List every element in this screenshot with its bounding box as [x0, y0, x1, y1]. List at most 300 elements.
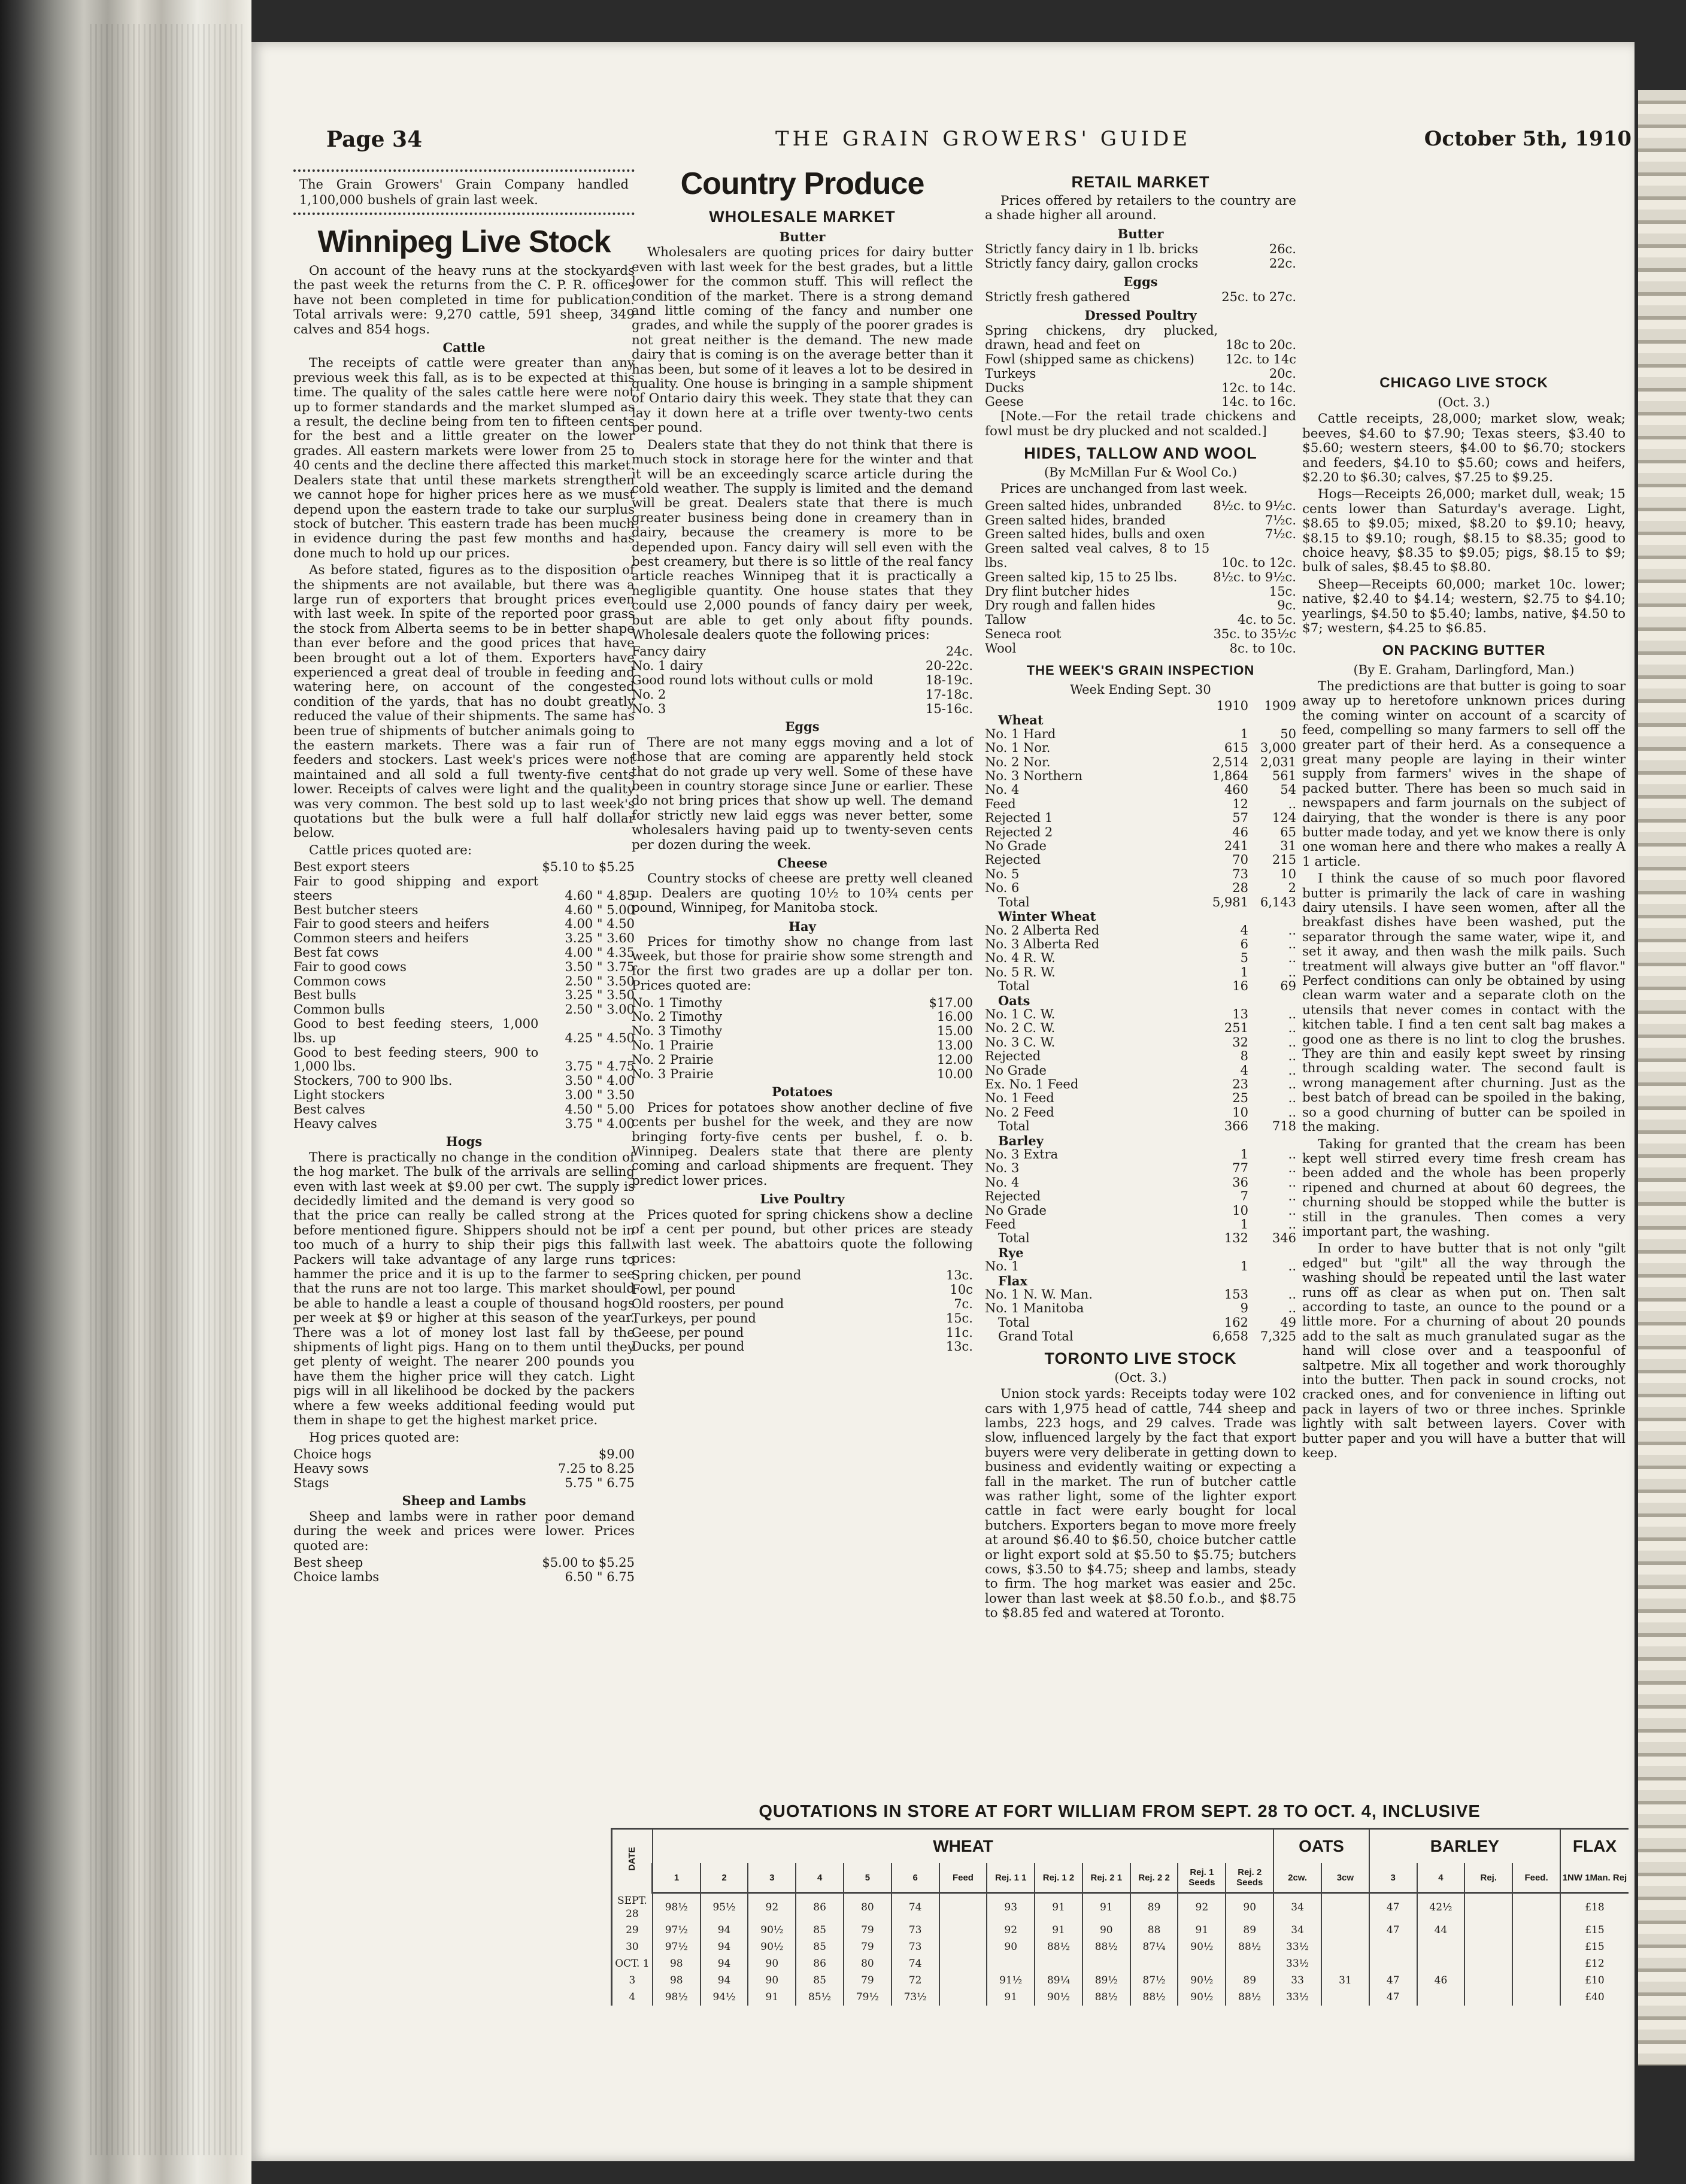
grain-section-row	[985, 1246, 1296, 1260]
column-chicago-butter	[1302, 168, 1626, 1463]
grain-row	[985, 853, 1296, 867]
price-row	[985, 642, 1296, 656]
retail-poultry-heading: Dressed Poultry	[1084, 308, 1197, 323]
hides-intro: Prices are unchanged from last week.	[1000, 481, 1248, 497]
wheat-price: 97½	[653, 1939, 701, 1955]
wheat-subheader: 6	[891, 1863, 939, 1893]
hay-paragraph: Prices for timothy show no change from last week, but those for prairie show some strength and for the first two grades are up a dollar per ton. Prices quoted are:	[632, 935, 973, 994]
price-value: 7.25 to 8.25	[558, 1461, 635, 1476]
hogs-quoted: Hog prices quoted are:	[309, 1430, 460, 1445]
price-value: 4.60 " 5.00	[565, 902, 635, 917]
book-binding	[0, 0, 251, 2184]
grain-row	[985, 1036, 1296, 1049]
quotation-date: SEPT. 28	[612, 1893, 653, 1922]
price-label: Best fat cows	[293, 945, 379, 960]
grain-section-name: Rye	[998, 1245, 1024, 1260]
grain-grade: No Grade	[985, 1063, 1047, 1078]
price-label: Ducks, per pound	[632, 1339, 745, 1354]
price-value: 24c.	[945, 644, 973, 659]
grain-count-1909: 561	[1272, 769, 1296, 784]
barley-price	[1512, 1893, 1560, 1922]
price-value: 4.25 " 4.50	[565, 1030, 635, 1045]
wheat-price: 94	[701, 1939, 748, 1955]
price-label: Strictly fancy dairy, gallon crocks	[985, 256, 1199, 271]
quotation-date: 30	[612, 1939, 653, 1955]
grain-count-1910: 1	[1240, 726, 1248, 741]
price-value: 7½c.	[1264, 512, 1296, 527]
grain-count-1910: 1	[1240, 964, 1248, 979]
retail-eggs-list	[985, 290, 1296, 305]
grain-row	[985, 839, 1296, 853]
grain-grade: No. 3 Northern	[985, 769, 1083, 784]
price-label: Common steers and heifers	[293, 931, 469, 946]
price-value: 12c. to 14c.	[1221, 380, 1296, 395]
price-label: Fair to good shipping and export steers	[293, 874, 539, 903]
grain-grade: Feed	[985, 796, 1016, 811]
sheep-price-list	[293, 1556, 635, 1585]
price-label: Dry flint butcher hides	[985, 584, 1130, 599]
quotation-date: OCT. 1	[612, 1955, 653, 1972]
price-label: Strictly fresh gathered	[985, 290, 1130, 305]
grain-grade: No Grade	[985, 1203, 1047, 1218]
grain-total-row	[985, 1231, 1296, 1245]
grain-total-1910: 5,981	[1212, 894, 1248, 909]
price-value: 4.00 " 4.50	[565, 917, 635, 932]
grain-row	[985, 783, 1296, 797]
price-label: No. 1 Timothy	[632, 995, 723, 1010]
price-value: 8½c. to 9½c.	[1213, 569, 1296, 584]
price-row	[293, 860, 635, 875]
grain-grade: No. 1 C. W.	[985, 1006, 1056, 1021]
price-value: 10c	[950, 1282, 973, 1297]
barley-price	[1464, 1922, 1512, 1939]
price-value: 14c. to 16c.	[1221, 395, 1296, 410]
packing-paragraph-4: In order to have butter that is not only "gilt edged" but "gilt" all the way through the washing should be repeated until the last water runs off as clear as when put on. Then salt according to taste, an ounce to the pound or a little more. For a churning of about 20 pounds add to the salt as much granulated sugar as the hand will close over and a teaspoonful of saltpetre. Mix all together and work thoroughly into the butter. Then pack in sound crocks, not cracked ones, and for convenience in lifting out pack in layers of two or three inches. Sprinkle lightly with salt between layers. Cover with butter paper and you will have a butter that will keep.	[1302, 1241, 1626, 1461]
butter-paragraph-1: Wholesalers are quoting prices for dairy butter even with last week for the best grades, but a little lower for the common stuff. This will reflect the condition of the market. There is a strong demand and little coming of the fancy and number one grades, and while the supply of the poorer grades is not great neither is the demand. The new made dairy that is coming is on the average better than it has been, but some of it leaves a lot to be desired in quality. One house is bringing in a sample shipment of Ontario dairy this week. They state that they can lay it down here at a trifle over twenty-two cents per pound.	[632, 245, 973, 436]
grain-row	[985, 1078, 1296, 1091]
price-value: 12.00	[936, 1052, 973, 1067]
price-label: Strictly fancy dairy in 1 lb. bricks	[985, 242, 1199, 257]
grain-count-1909: 2,031	[1260, 754, 1296, 769]
wheat-price: 88½	[1130, 1989, 1178, 2006]
wheat-price: 80	[844, 1893, 891, 1922]
price-value: 26c.	[1269, 242, 1296, 257]
price-row	[985, 599, 1296, 613]
price-value: 10.00	[936, 1066, 973, 1081]
price-row	[632, 702, 973, 717]
grain-total-row	[985, 896, 1296, 909]
grain-count-1909: 65	[1280, 824, 1296, 839]
wheat-price: 97½	[653, 1922, 701, 1939]
wheat-price: 85	[796, 1972, 844, 1989]
price-label: Tallow	[985, 612, 1026, 627]
price-label: Turkeys, per pound	[632, 1311, 756, 1325]
wheat-price: 90½	[1035, 1989, 1082, 2006]
grain-section-row	[985, 1274, 1296, 1288]
oats-group-header: OATS	[1273, 1829, 1369, 1864]
wheat-price: 90½	[748, 1939, 796, 1955]
grain-row	[985, 1106, 1296, 1120]
barley-price	[1464, 1893, 1512, 1922]
oats-price	[1321, 1939, 1369, 1955]
next-page-edge	[1638, 90, 1686, 2065]
barley-price	[1369, 1939, 1417, 1955]
grain-grade: No Grade	[985, 839, 1047, 854]
grand-total-1910: 6,658	[1212, 1329, 1248, 1344]
retail-butter-list	[985, 242, 1296, 271]
wheat-subheader: 3	[748, 1863, 796, 1893]
price-label: Old roosters, per pound	[632, 1296, 784, 1311]
price-row	[293, 1117, 635, 1132]
grain-count-1910: 153	[1224, 1287, 1248, 1302]
price-value: 2.50 " 3.00	[565, 1002, 635, 1017]
livestock-intro: On account of the heavy runs at the stockyards the past week the returns from the C. P. R. offices have not been completed in time for publication. Total arrivals were: 9,270 cattle, 591 sheep, 349 calves and 854 hogs.	[293, 263, 635, 337]
wheat-price: 98	[653, 1972, 701, 1989]
grain-heading: THE WEEK'S GRAIN INSPECTION	[1026, 662, 1255, 678]
cheese-heading: Cheese	[777, 856, 827, 871]
grain-header-blank	[985, 699, 1200, 713]
wheat-price: 91	[987, 1989, 1035, 2006]
price-row	[293, 1476, 635, 1491]
quotation-date: 29	[612, 1922, 653, 1939]
price-row	[632, 1269, 973, 1283]
grain-count-1909: 3,000	[1260, 741, 1296, 756]
price-label: Best export steers	[293, 860, 410, 875]
grain-row	[985, 1064, 1296, 1078]
retail-intro: Prices offered by retailers to the country are a shade higher all around.	[985, 193, 1296, 223]
price-label: No. 3 Timothy	[632, 1024, 723, 1039]
grain-total-label: Total	[998, 1315, 1030, 1330]
price-value: 10c. to 12c.	[1221, 556, 1296, 571]
price-value: 3.75 " 4.00	[565, 1116, 635, 1131]
grain-row	[985, 924, 1296, 938]
price-value: 11c.	[945, 1325, 973, 1340]
price-row	[632, 688, 973, 702]
price-label: Common bulls	[293, 1002, 385, 1017]
price-value: 12c. to 14c	[1225, 352, 1296, 367]
wheat-price: 91	[1035, 1893, 1082, 1922]
grain-row	[985, 881, 1296, 895]
price-row	[985, 353, 1296, 367]
grain-grade: Rejected	[985, 1049, 1041, 1064]
grain-count-1909: ..	[1288, 1217, 1296, 1232]
oats-price: 34	[1273, 1893, 1321, 1922]
grain-count-1910: 1	[1240, 1259, 1248, 1274]
poultry-price-list	[632, 1269, 973, 1354]
grain-year-1910: 1910	[1216, 699, 1248, 713]
grain-total-label: Total	[998, 979, 1030, 994]
barley-price	[1512, 1972, 1560, 1989]
grain-grade: No. 2 Feed	[985, 1105, 1054, 1120]
packing-paragraph-3: Taking for granted that the cream has been kept well stirred every time fresh cream has been added and the whole has been properly ripened and churned at about 60 degrees, the churning should be stopped while the butter is still in the granules. Then comes a very important part, the washing.	[1302, 1136, 1626, 1239]
quotation-date: 3	[612, 1972, 653, 1989]
column-livestock	[293, 165, 635, 1585]
grain-count-1909: ..	[1288, 1021, 1296, 1036]
price-label: Dry rough and fallen hides	[985, 598, 1156, 613]
price-value: 35c. to 35½c	[1213, 627, 1296, 641]
grain-total-1910: 16	[1232, 979, 1248, 994]
fort-william-quotations	[611, 1802, 1629, 2158]
grain-grade: Rejected	[985, 853, 1041, 867]
eggs-paragraph: There are not many eggs moving and a lot of those that are coming are apparently held stock that do not grade up very well. Some of these have been in country storage since June or earlier. These do not bring prices that show up well. The demand for strictly new laid eggs was never better, some wholesalers having paid up to twenty-seven cents per dozen during the week.	[632, 735, 973, 853]
price-label: Stockers, 700 to 900 lbs.	[293, 1073, 453, 1088]
grain-count-1909: ..	[1288, 1203, 1296, 1218]
grain-grade: No. 5 R. W.	[985, 964, 1056, 979]
price-row	[985, 499, 1296, 514]
grain-count-1910: 8	[1240, 1049, 1248, 1064]
price-row	[293, 1103, 635, 1117]
price-row	[293, 988, 635, 1003]
price-value: 13.00	[936, 1038, 973, 1053]
grain-section-name: Winter Wheat	[998, 909, 1096, 924]
wheat-price: 93	[987, 1893, 1035, 1922]
wheat-price: 94	[701, 1972, 748, 1989]
barley-price	[1464, 1989, 1512, 2006]
grain-row	[985, 1218, 1296, 1231]
grain-total-row	[985, 1120, 1296, 1133]
grain-row	[985, 1176, 1296, 1190]
oats-price	[1321, 1955, 1369, 1972]
price-row	[985, 571, 1296, 585]
cattle-price-list	[293, 860, 635, 1131]
grain-count-1910: 23	[1232, 1076, 1248, 1091]
price-row	[293, 946, 635, 960]
price-label: No. 3	[632, 701, 666, 716]
grain-count-1910: 46	[1232, 824, 1248, 839]
wheat-price	[1035, 1955, 1082, 1972]
flax-subheader: 1NW 1Man. Rej	[1560, 1863, 1629, 1893]
price-row	[985, 257, 1296, 271]
price-label: Fair to good cows	[293, 959, 407, 974]
grain-section-name: Barley	[998, 1133, 1044, 1148]
potatoes-paragraph: Prices for potatoes show another decline of five cents per bushel for the week, and they are now bringing forty-five cents per bushel, f. o. b. Winnipeg. Dealers state that there are plenty coming and carload shipments are frequent. They predict lower prices.	[632, 1100, 973, 1188]
grain-count-1909: ..	[1288, 796, 1296, 811]
price-label: No. 3 Prairie	[632, 1066, 714, 1081]
produce-title: Country Produce	[680, 166, 924, 201]
price-row	[293, 932, 635, 946]
price-value: 20c.	[1269, 366, 1296, 381]
price-label: Good round lots without culls or mold	[632, 672, 874, 687]
price-row	[985, 613, 1296, 627]
price-label: No. 1 dairy	[632, 659, 703, 674]
grain-count-1909: 10	[1280, 866, 1296, 881]
price-row	[632, 1297, 973, 1312]
wheat-price: 90½	[748, 1922, 796, 1939]
page-header	[326, 127, 1632, 157]
chicago-date: (Oct. 3.)	[1438, 395, 1490, 410]
price-row	[985, 290, 1296, 305]
wheat-price	[1178, 1955, 1226, 1972]
wheat-price: 91	[1178, 1922, 1226, 1939]
price-label: Best calves	[293, 1102, 365, 1117]
wheat-price	[1082, 1955, 1130, 1972]
wheat-group-header: WHEAT	[653, 1829, 1273, 1864]
packing-byline: (By E. Graham, Darlingford, Man.)	[1353, 662, 1575, 677]
toronto-paragraph: Union stock yards: Receipts today were 102 cars with 1,975 head of cattle, 744 sheep and lambs, 223 hogs, and 29 calves. Trade was slow, influenced largely by the fact that export buyers were very deliberate in getting down to business and evidently waiting or expecting a fall in the market. The run of butcher cattle was rather light, some of the lighter export cattle in fact were early bought for local butchers. Exporters began to move more freely at around $6.40 to $6.50, choice butcher cattle or light export sold at $5.50 to $5.75; butchers cows, $3.50 to $4.75; sheep and lambs, steady to firm. The hog market was easier and 25c. lower than last week at $8.50 f.o.b., and $8.75 to $8.85 fed and watered at Toronto.	[985, 1387, 1296, 1621]
price-row	[293, 1462, 635, 1476]
price-label: No. 2 Timothy	[632, 1009, 723, 1024]
oats-price: 31	[1321, 1972, 1369, 1989]
grain-count-1910: 28	[1232, 881, 1248, 896]
grain-grade: No. 2 C. W.	[985, 1021, 1056, 1036]
grain-row	[985, 938, 1296, 951]
wheat-price: 73	[891, 1939, 939, 1955]
retail-poultry-list	[985, 324, 1296, 410]
grain-grade: No. 2 Alberta Red	[985, 923, 1100, 938]
wheat-subheader: Rej. 2 Seeds	[1226, 1863, 1273, 1893]
wheat-price: 94½	[701, 1989, 748, 2006]
wheat-price: 92	[1178, 1893, 1226, 1922]
price-row	[632, 1283, 973, 1297]
barley-subheader: 3	[1369, 1863, 1417, 1893]
price-label: Heavy sows	[293, 1461, 369, 1476]
price-label: Best sheep	[293, 1555, 363, 1570]
grain-total-1910: 132	[1224, 1231, 1248, 1246]
price-value: 6.50 " 6.75	[565, 1569, 635, 1584]
price-label: Fair to good steers and heifers	[293, 917, 490, 932]
price-label: Best bulls	[293, 988, 356, 1003]
grain-grade: No. 1 Feed	[985, 1091, 1054, 1106]
oats-price: 33	[1273, 1972, 1321, 1989]
wheat-price: 90½	[1178, 1972, 1226, 1989]
poultry-heading: Live Poultry	[760, 1191, 845, 1207]
hides-price-list	[985, 499, 1296, 656]
wheat-price: 88½	[1082, 1989, 1130, 2006]
grain-count-1910: 241	[1224, 839, 1248, 854]
grain-count-1910: 5	[1240, 951, 1248, 966]
grain-row	[985, 797, 1296, 811]
grain-total-1909: 49	[1280, 1315, 1296, 1330]
wheat-price: 79	[844, 1939, 891, 1955]
grain-row	[985, 1049, 1296, 1063]
grain-count-1909: ..	[1288, 1063, 1296, 1078]
grain-row	[985, 1021, 1296, 1035]
wheat-price	[987, 1955, 1035, 1972]
barley-subheader: Rej.	[1464, 1863, 1512, 1893]
grain-year-header	[985, 699, 1296, 713]
barley-price: 47	[1369, 1989, 1417, 2006]
grain-total-1909: 69	[1280, 979, 1296, 994]
price-value: 4.50 " 5.00	[565, 1102, 635, 1117]
wheat-price: 79	[844, 1922, 891, 1939]
wheat-price: 90½	[1178, 1989, 1226, 2006]
price-row	[632, 645, 973, 659]
quotation-row	[612, 1972, 1629, 1989]
price-value: 5.75 " 6.75	[565, 1475, 635, 1490]
grain-count-1910: 77	[1232, 1161, 1248, 1176]
wheat-subheader: Feed	[939, 1863, 987, 1893]
wheat-subheader: Rej. 1 2	[1035, 1863, 1082, 1893]
grain-total-row	[985, 1316, 1296, 1330]
wheat-price: 90½	[1178, 1939, 1226, 1955]
publication-title: THE GRAIN GROWERS' GUIDE	[775, 127, 1191, 151]
grain-grade: Rejected 2	[985, 824, 1053, 839]
price-label: Green salted hides, bulls and oxen	[985, 527, 1205, 542]
price-label: Heavy calves	[293, 1116, 377, 1131]
wheat-price	[1130, 1955, 1178, 1972]
chicago-hogs: Hogs—Receipts 26,000; market dull, weak; 15 cents lower than Saturday's average. Light, $8.65 to $9.05; mixed, $8.20 to $9.10; heavy, $8.15 to $9.10; rough, $8.15 to $8.35; good to choice heavy, $8.35 to $9.05; pigs, $8.15 to $9; bulk of sales, $8.45 to $8.80.	[1302, 487, 1626, 575]
oats-subheader: 2cw.	[1273, 1863, 1321, 1893]
wheat-price: 98	[653, 1955, 701, 1972]
price-value: 25c. to 27c.	[1221, 290, 1296, 305]
date-column-header: DATE	[612, 1829, 653, 1893]
grain-section-row	[985, 994, 1296, 1008]
price-label: Good to best feeding steers, 1,000 lbs. up	[293, 1017, 539, 1045]
price-row	[293, 1556, 635, 1570]
grain-count-1910: 251	[1224, 1021, 1248, 1036]
wheat-price: 88½	[1226, 1989, 1273, 2006]
grain-row	[985, 1288, 1296, 1302]
wheat-price: 88½	[1082, 1939, 1130, 1955]
quotation-row	[612, 1939, 1629, 1955]
wheat-price: 79½	[844, 1989, 891, 2006]
wheat-price: 94	[701, 1922, 748, 1939]
grain-count-1909: ..	[1288, 936, 1296, 951]
wheat-price: 90	[987, 1939, 1035, 1955]
grain-count-1910: 73	[1232, 866, 1248, 881]
price-value: $17.00	[929, 995, 973, 1010]
price-label: Fancy dairy	[632, 644, 706, 659]
wheat-price	[939, 1922, 987, 1939]
grain-count-1910: 57	[1232, 811, 1248, 826]
grain-total-1909: 346	[1272, 1231, 1296, 1246]
toronto-heading: TORONTO LIVE STOCK	[1044, 1349, 1237, 1367]
wheat-price: 79	[844, 1972, 891, 1989]
wheat-subheader: 1	[653, 1863, 701, 1893]
price-value: $5.00 to $5.25	[542, 1555, 635, 1570]
retail-note: [Note.—For the retail trade chickens and fowl must be dry plucked and not scalded.]	[985, 409, 1296, 439]
grain-grade: No. 5	[985, 866, 1020, 881]
oats-price	[1321, 1989, 1369, 2006]
price-row	[985, 381, 1296, 396]
grain-grade: No. 3 Extra	[985, 1147, 1059, 1161]
butter-paragraph-2: Dealers state that they do not think that there is much stock in storage here for the winter and that it will be an exceedingly scarce article during the cold weather. The supply is limited and the demand will be great. Dealers state that there is much greater business being done in creamery than in dairy, because the creamery is more to be depended upon. Fancy dairy will sell even with the best creamery, but there is so little of the real fancy article reaches Winnipeg that it is practically a negligible quantity. One house states that they could use 2,000 pounds of fancy dairy per week, but are able to get only about fifty pounds. Wholesale dealers quote the following prices:	[632, 437, 973, 642]
grain-count-1909: ..	[1288, 923, 1296, 938]
grain-company-notice: The Grain Growers' Grain Company handled 1,100,000 bushels of grain last week.	[293, 169, 635, 215]
grain-row	[985, 951, 1296, 965]
price-value: 9c.	[1277, 598, 1296, 613]
barley-price: 46	[1417, 1972, 1465, 1989]
grain-count-1909: 2	[1288, 881, 1296, 896]
grain-row	[985, 1091, 1296, 1105]
barley-price: 47	[1369, 1893, 1417, 1922]
price-row	[985, 542, 1296, 571]
wheat-price: 89	[1226, 1922, 1273, 1939]
price-value: $9.00	[598, 1446, 635, 1461]
flax-price: £18	[1560, 1893, 1629, 1922]
price-value: 7c.	[954, 1296, 973, 1311]
price-label: Green salted kip, 15 to 25 lbs.	[985, 569, 1178, 584]
grain-section-row	[985, 713, 1296, 727]
grain-count-1910: 4	[1240, 1063, 1248, 1078]
price-row	[632, 1010, 973, 1024]
grain-count-1910: 460	[1224, 782, 1248, 797]
price-row	[293, 1570, 635, 1585]
chicago-heading: CHICAGO LIVE STOCK	[1379, 375, 1548, 391]
quotation-row	[612, 1955, 1629, 1972]
grain-row	[985, 966, 1296, 979]
wheat-subheader: 5	[844, 1863, 891, 1893]
price-value: 3.50 " 3.75	[565, 959, 635, 974]
price-value: 4.60 " 4.85	[565, 888, 635, 903]
grain-subtitle: Week Ending Sept. 30	[1070, 682, 1211, 697]
grain-total-row	[985, 979, 1296, 993]
wheat-price: 88	[1130, 1922, 1178, 1939]
price-value: 13c.	[945, 1339, 973, 1354]
quotation-row	[612, 1922, 1629, 1939]
barley-price	[1512, 1955, 1560, 1972]
sheep-heading: Sheep and Lambs	[402, 1493, 526, 1509]
